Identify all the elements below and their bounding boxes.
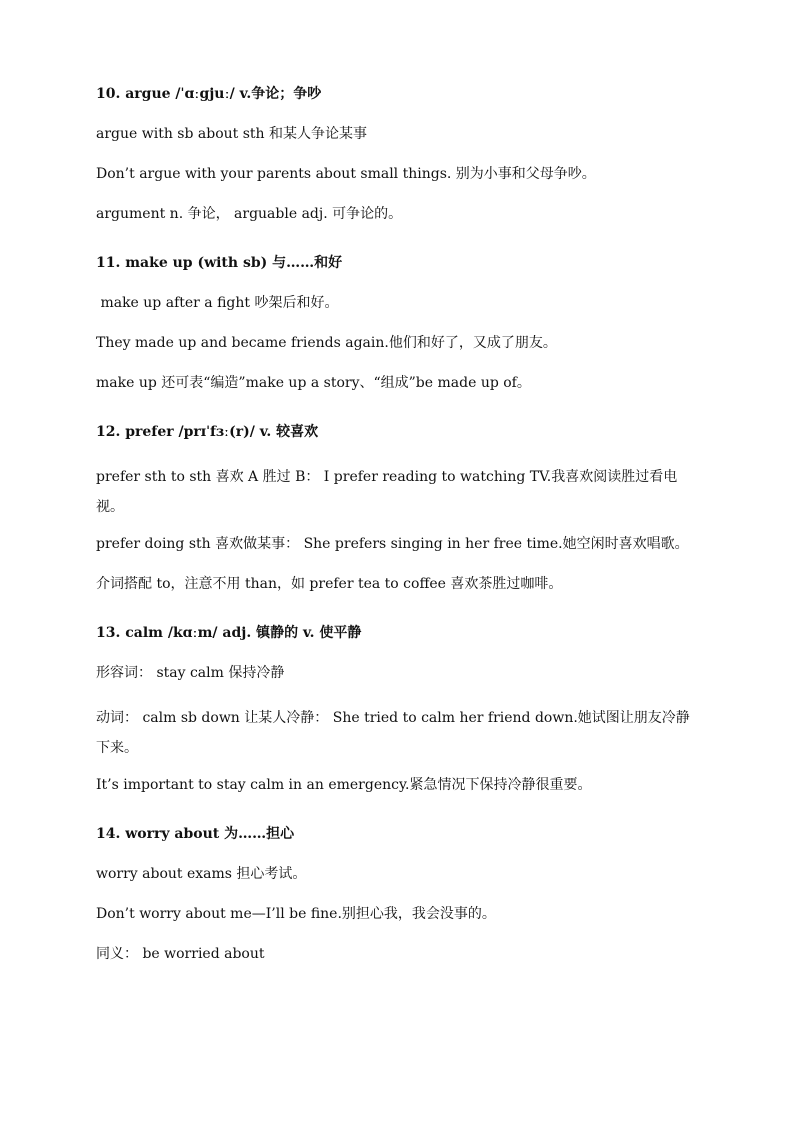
entry-line: prefer doing sth 喜欢做某事： She prefers singing in her free time.她空闲时喜欢唱歌。 — [96, 536, 689, 552]
entry-heading-worry-about: 14. worry about 为……担心 — [96, 826, 295, 842]
entry-example: Don’t worry about me—I’ll be fine.别担心我，我会没事的。 — [96, 906, 496, 922]
entry-heading-make-up: 11. make up (with sb) 与……和好 — [96, 255, 343, 271]
entry-line: make up 还可表“编造”make up a story、“组成”be made up of。 — [96, 375, 531, 391]
entry-line: 形容词： stay calm 保持冷静 — [96, 665, 285, 681]
entry-line: argue with sb about sth 和某人争论某事 — [96, 126, 368, 142]
entry-line: prefer sth to sth 喜欢 A 胜过 B： I prefer reading to watching TV.我喜欢阅读胜过看电视。 — [96, 469, 678, 515]
entry-line: 同义： be worried about — [96, 946, 265, 962]
entry-example: They made up and became friends again.他们和好了，又成了朋友。 — [96, 335, 557, 351]
entry-line: 动词： calm sb down 让某人冷静： She tried to calm her friend down.她试图让朋友冷静下来。 — [96, 710, 690, 756]
entry-line: 介词搭配 to，注意不用 than，如 prefer tea to coffee 喜欢茶胜过咖啡。 — [96, 576, 563, 592]
entry-heading-prefer: 12. prefer /prɪˈfɜː(r)/ v. 较喜欢 — [96, 424, 319, 440]
entry-example: It’s important to stay calm in an emergency.紧急情况下保持冷静很重要。 — [96, 777, 592, 793]
entry-example: Don’t argue with your parents about small things. 别为小事和父母争吵。 — [96, 166, 596, 182]
entry-line: argument n. 争论， arguable adj. 可争论的。 — [96, 206, 403, 222]
entry-line: make up after a fight 吵架后和好。 — [96, 295, 339, 311]
document-page — [96, 84, 696, 964]
entry-heading-calm: 13. calm /kɑːm/ adj. 镇静的 v. 使平静 — [96, 625, 362, 641]
entry-heading-argue: 10. argue /ˈɑːgjuː/ v.争论；争吵 — [96, 86, 322, 102]
entry-line: worry about exams 担心考试。 — [96, 866, 307, 882]
